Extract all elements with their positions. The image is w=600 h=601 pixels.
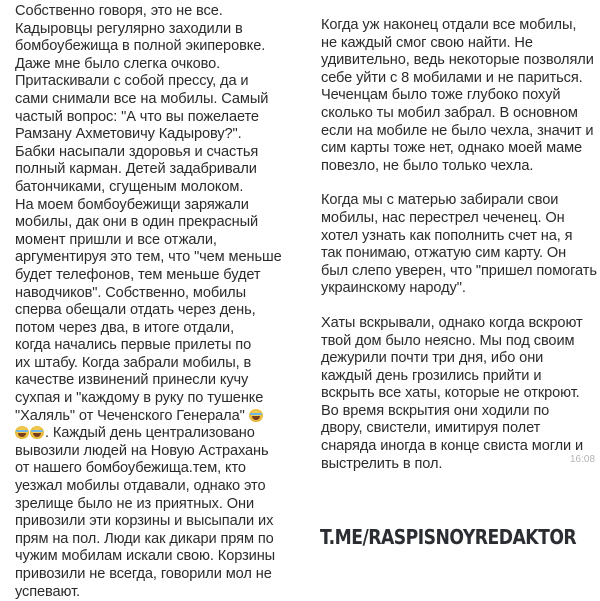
text-line: Чеченцам было тоже глубоко похуй — [321, 87, 561, 104]
text-line: если на мобиле не было чехла, значит и — [321, 122, 594, 139]
laughing-tears-emoji-icon — [15, 426, 29, 439]
text-fragment: . Каждый день централизовано — [45, 425, 255, 442]
text-line: мобилы, дак они в один прекрасный — [15, 214, 259, 231]
text-line: уезжал мобилы отдавали, однако это — [15, 478, 266, 495]
text-line: потом через два, в итоге отдали, — [15, 319, 235, 336]
text-line: твой дом было неясно. Мы под своим — [321, 332, 575, 349]
text-line: вывозили людей на Новую Астрахань — [15, 442, 269, 459]
text-line: батончиками, сгущеным молоком. — [15, 178, 244, 195]
text-line: бомбоубежища в полной экиперовке. — [15, 38, 266, 55]
text-line: вскрыть все хаты, которые не откроют. — [321, 385, 580, 402]
text-line: Даже мне было слегка очково. — [15, 55, 221, 72]
left-message-column — [15, 3, 301, 601]
message-timestamp: 16:08 — [570, 454, 596, 465]
text-line: не каждый смог свою найти. Не — [321, 34, 533, 51]
text-line: хотел узнать как пополнить счет на, я — [321, 227, 573, 244]
text-line: повезло, не было только чехла. — [321, 157, 534, 174]
text-line: мобилы, нас перестрел чеченец. Он — [321, 209, 565, 226]
text-line: сим карты тоже нет, однако моей маме — [321, 140, 583, 157]
text-line: чужим мобилам искали свою. Корзины — [15, 548, 276, 565]
text-line: будет телефонов, тем меньше будет — [15, 266, 261, 283]
text-line: так понимаю, отжатую сим карту. Он — [321, 245, 567, 262]
text-line: частый вопрос: "А что вы пожелаете — [15, 108, 259, 125]
message-paragraph — [321, 315, 591, 473]
text-line: сперва обещали отдать через день, — [15, 302, 256, 319]
text-line: был слепо уверен, что "пришел помогать — [321, 262, 597, 279]
text-line: от нашего бомбоубежища.тем, кто — [15, 460, 246, 477]
text-line: Рамзану Ахметовичу Кадырову?". — [15, 126, 242, 143]
message-paragraph — [321, 17, 594, 175]
text-line: их штабу. Когда забрали мобилы, в — [15, 354, 252, 371]
text-line: привозили не всегда, говорили мол не — [15, 566, 272, 582]
text-line: Хаты вскрывали, однако когда вскроют — [321, 314, 583, 331]
text-line: полный карман. Детей задабривали — [15, 161, 257, 178]
message-paragraph — [321, 192, 597, 298]
text-line: сухпая и "каждому в руку по тушенке — [15, 390, 264, 407]
text-line: сами снимали все на мобилы. Самый — [15, 90, 269, 107]
text-line: зрелище было не из приятных. Они — [15, 495, 255, 512]
text-line: двору, свистели, имитируя полет — [321, 420, 541, 437]
text-fragment: "Халяль" от Чеченского Генерала" — [15, 407, 249, 424]
text-line: Собственно говоря, это не все. — [15, 3, 223, 19]
text-line: Когда уж наконец отдали все мобилы, — [321, 17, 577, 33]
text-line: Притаскивали с собой прессу, да и — [15, 73, 249, 90]
text-line: качестве извинений принесли кучу — [15, 372, 249, 389]
text-line: снаряда иногда в конце свиста могли и — [321, 438, 584, 455]
text-line: удивительно, ведь некоторые позволяли — [321, 52, 594, 69]
text-line: аргументируя это тем, что "чем меньше — [15, 249, 282, 266]
text-line: себе уйти с 8 мобилами и не париться. — [321, 69, 583, 86]
laughing-tears-emoji-icon — [30, 426, 44, 439]
text-line: Во время вскрытия они ходили по — [321, 402, 550, 419]
text-line: наводчиков". Собственно, мобилы — [15, 284, 246, 301]
text-line: украинскому народу". — [321, 280, 466, 297]
text-line-with-emoji — [15, 408, 301, 426]
text-line: момент пришли и все отжали, — [15, 231, 217, 248]
text-line: Бабки насыпали здоровья и счастья — [15, 143, 259, 160]
text-line: когда начались первые прилеты по — [15, 337, 252, 354]
right-message-column — [321, 17, 597, 490]
text-line: На моем бомбоубежищи заряжали — [15, 196, 249, 213]
text-line: каждый день грозились прийти и — [321, 367, 542, 384]
laughing-tears-emoji-icon — [249, 409, 263, 422]
text-line: привозили эти корзины и высыпали их — [15, 513, 274, 530]
text-line: Когда мы с матерью забирали свои — [321, 192, 559, 209]
text-line: выстрелить в пол. — [321, 455, 443, 472]
text-line: сколько ты мобил забрал. В основном — [321, 104, 578, 121]
channel-watermark: T.ME/RASPISNOYREDAKTOR — [320, 525, 577, 549]
text-line: Кадыровцы регулярно заходили в — [15, 20, 243, 37]
text-line: дежурили почти три дня, ибо они — [321, 350, 544, 367]
text-line: прям на пол. Люди как дикари прям по — [15, 530, 274, 547]
text-line-with-emoji — [15, 425, 301, 443]
text-line: успевают. — [15, 583, 80, 600]
